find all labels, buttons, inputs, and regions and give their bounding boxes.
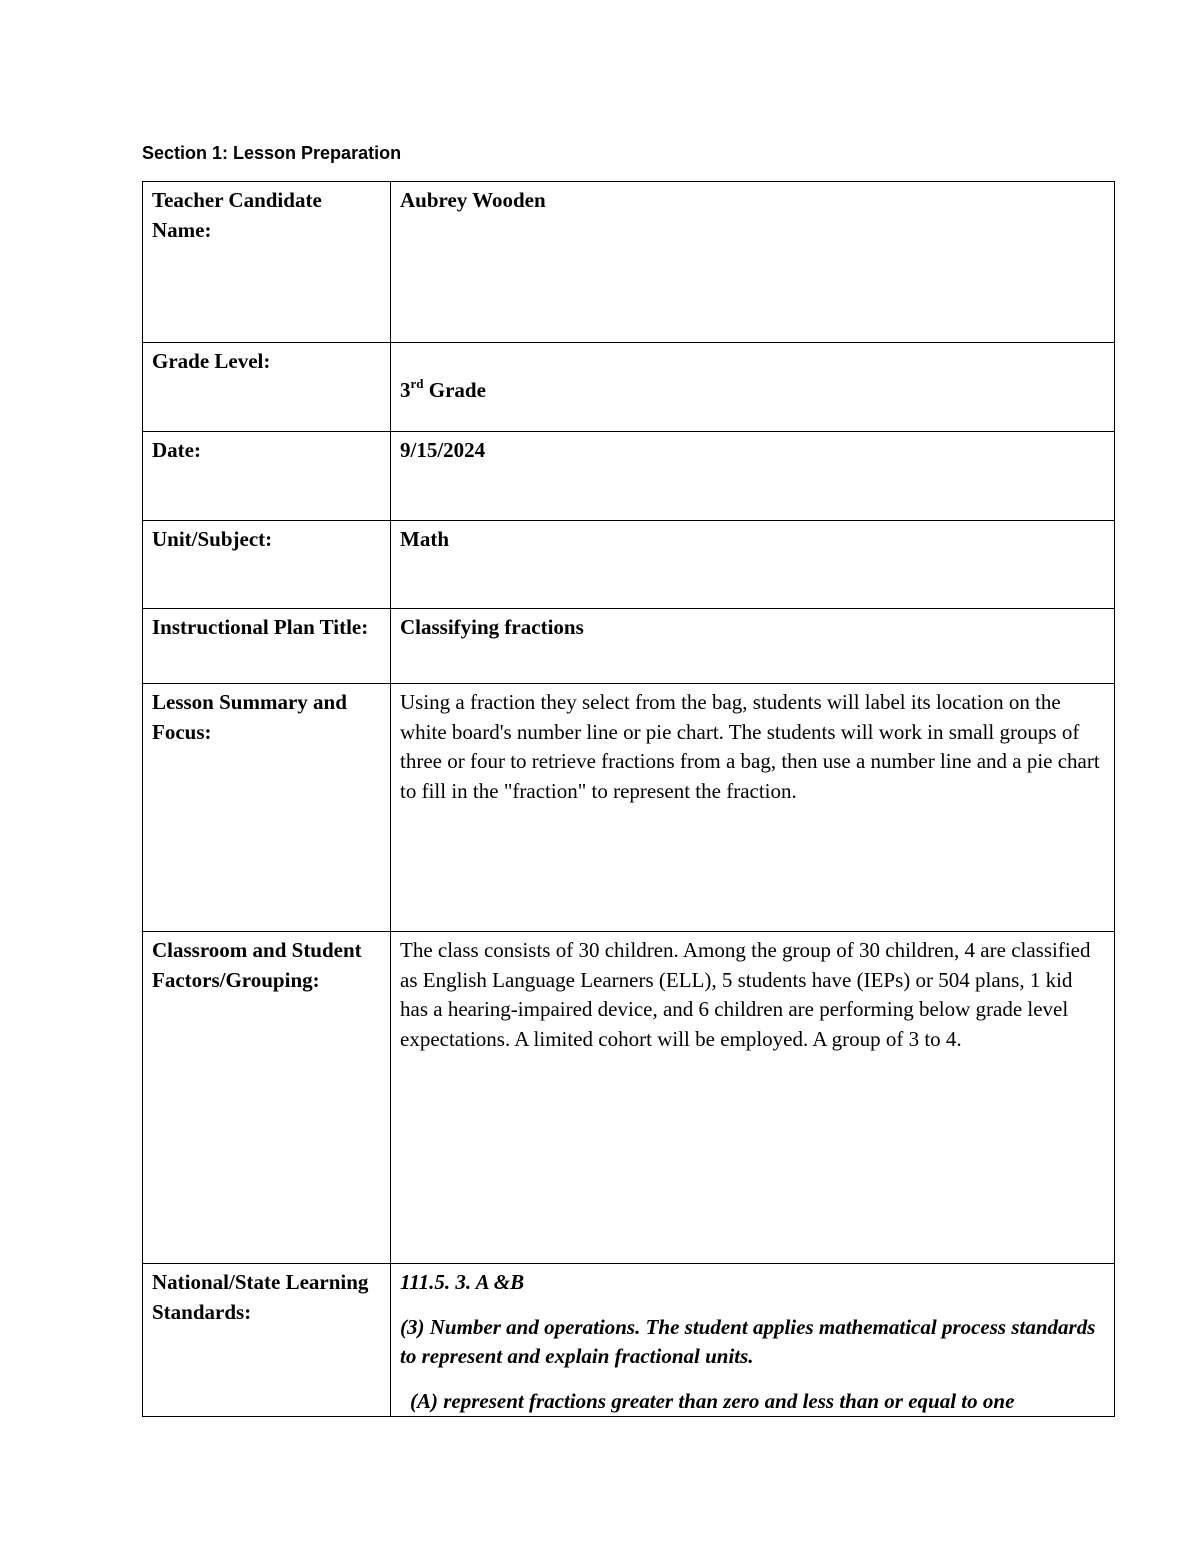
- standard-statement: (3) Number and operations. The student applies mathematical process standards to represent and explain fractional units.: [400, 1314, 1096, 1368]
- teacher-name-value: Aubrey Wooden: [391, 182, 1115, 343]
- standard-item-a: (A) represent fractions greater than zero and less than or equal to one: [410, 1388, 1015, 1413]
- table-row-learning-standards: [143, 1264, 1115, 1417]
- table-row-lesson-summary: [143, 684, 1115, 932]
- table-row-date: [143, 432, 1115, 521]
- teacher-name-label: Teacher Candidate Name:: [143, 182, 391, 343]
- standard-code: 111.5. 3. A &B: [400, 1270, 525, 1294]
- grade-number: 3: [400, 378, 411, 402]
- plan-title-value: Classifying fractions: [391, 609, 1115, 684]
- plan-title-label: Instructional Plan Title:: [143, 609, 391, 684]
- section-heading: Section 1: Lesson Preparation: [142, 143, 402, 163]
- unit-subject-label: Unit/Subject:: [143, 521, 391, 609]
- learning-standards-value: [391, 1264, 1115, 1417]
- table-row-classroom-factors: [143, 932, 1115, 1264]
- lesson-preparation-table: [142, 181, 1115, 1417]
- date-value: 9/15/2024: [391, 432, 1115, 521]
- table-row-unit-subject: [143, 521, 1115, 609]
- unit-subject-value: Math: [391, 521, 1115, 609]
- grade-level-value: [391, 343, 1115, 432]
- learning-standards-label: National/State Learning Standards:: [143, 1264, 391, 1417]
- lesson-summary-value: Using a fraction they select from the bag, students will label its location on the white board's number line or pie chart. The students will work in small groups of three or four to retrieve fractions from a bag, then use a number line and a pie chart to fill in the "fraction" to represent the fraction.: [391, 684, 1115, 932]
- lesson-summary-label: Lesson Summary and Focus:: [143, 684, 391, 932]
- grade-level-label: Grade Level:: [143, 343, 391, 432]
- table-row-grade-level: [143, 343, 1115, 432]
- date-label: Date:: [143, 432, 391, 521]
- grade-ordinal-suffix: rd: [410, 376, 424, 391]
- table-row-plan-title: [143, 609, 1115, 684]
- grade-word: Grade: [428, 378, 486, 402]
- classroom-factors-label: Classroom and Student Factors/Grouping:: [143, 932, 391, 1264]
- table-row-teacher-name: [143, 182, 1115, 343]
- classroom-factors-value: The class consists of 30 children. Among the group of 30 children, 4 are classified as English Language Learners (ELL), 5 students have (IEPs) or 504 plans, 1 kid has a hearing-impaired device, and 6 children are performing below grade level expectations. A limited cohort will be employed. A group of 3 to 4.: [391, 932, 1115, 1264]
